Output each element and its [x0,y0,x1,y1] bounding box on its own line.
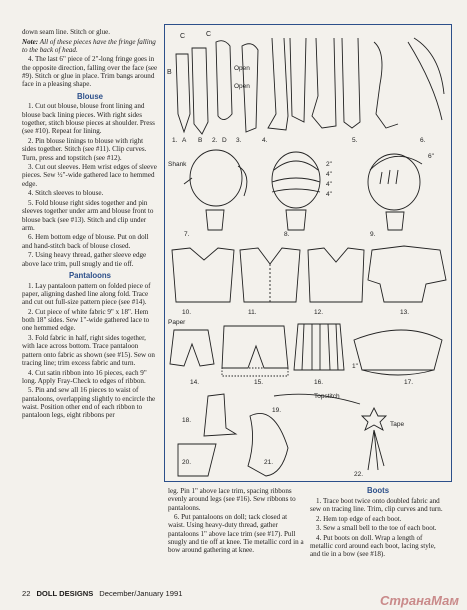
paragraph: 7. Using heavy thread, gather sleeve edge above lace trim, pull snugly and tie off. [22,251,147,268]
paragraph: 1. Trace boot twice onto doubled fabric and sew on tracing line. Trim, clip curves and turn. [310,496,443,514]
magazine-title: DOLL DESIGNS [36,589,94,598]
label-b: B [167,69,172,76]
figure-number-14: 14. [190,379,200,386]
paragraph: down seam line. Stitch or glue. [22,28,111,36]
paragraph: 4. Put boots on doll. Wrap a length of metallic cord around each boot, lacing style, and tie in a bow (see #18). [310,533,436,559]
label-paper: Paper [168,319,186,326]
label-4-inch-2: 4" [326,181,332,188]
paragraph: 4. Cut satin ribbon into 16 pieces, each 9" long. Apply Fray-Check to edges of ribbon. [22,368,147,385]
label-open-1: Open [234,65,250,72]
figure-number-20: 20. [182,459,192,466]
paragraph: 4. Stitch sleeves to blouse. [28,189,104,198]
label-open-2: Open [234,83,250,90]
figure-number-21: 21. [264,459,274,466]
page-footer [22,589,188,598]
section-heading-blouse: Blouse [77,91,103,101]
text-column-left [22,28,158,421]
label-4-inch-3: 4" [326,191,332,198]
figure-number-13: 13. [400,309,410,316]
instruction-illustrations [164,24,452,482]
figure-number-10: 10. [182,309,192,316]
figure-number-7: 7. [184,231,190,238]
text-column-right [310,487,446,560]
note-text: All of these pieces have the fringe falling to the back of head. [22,37,156,54]
figure-head-with-shank [168,150,247,238]
label-6-inch: 6" [428,153,434,160]
figure-number-12: 12. [314,309,324,316]
issue-date: December/January 1991 [99,589,183,598]
paragraph: 1. Cut out blouse, blouse front lining and blouse back lining pieces. With right sides together, stitch blouse pieces at shoulder. Press (see #10). Repeat for lining. [22,102,155,136]
section-heading-boots: Boots [366,486,390,495]
label-shank: Shank [168,161,187,168]
figure-number-4: 4. [262,137,268,144]
page-number: 22 [22,589,31,598]
paragraph: 6. Put pantaloons on doll; tack closed at waist. Using heavy-duty thread, gather pantaloons 1" above lace trim (see #17). Pull snugly and tie off at knee. Tie metallic cord in a bow around gathering at knee. [168,513,304,555]
paragraph: leg. Pin 1" above lace trim, spacing ribbons evenly around legs (see #16). Sew ribbons to pantaloons. [168,487,296,512]
figure-number-15: 15. [254,379,264,386]
figure-number-9: 9. [370,231,376,238]
note-paragraph [22,38,158,55]
label-d: D [222,137,227,144]
paragraph: 2. Cut piece of white fabric 9" x 18". Hem both 18" sides. Sew 1"-wide gathered lace to one hemmed edge. [22,307,150,333]
figure-head-bangs [368,153,435,238]
paragraph: 3. Cut out sleeves. Hem wrist edges of sleeve pieces. Sew ½"-wide gathered lace to hemmed edge. [22,163,157,188]
paragraph: 1. Lay pantaloon pattern on folded piece of paper, aligning dashed line along fold. Trace and cut out full-size pattern piece (see #14). [22,281,151,307]
paragraph: 6. Hem bottom edge of blouse. Put on doll and hand-stitch back of blouse closed. [22,233,149,250]
figure-wig-pieces [167,31,258,144]
watermark: СтранаМам [379,593,459,608]
label-b-2: B [198,137,203,144]
label-a: A [182,137,187,144]
label-topstitch: Topstitch [314,393,340,400]
label-2-inch: 2" [326,161,332,168]
figure-number-8: 8. [284,231,290,238]
paragraph: 3. Sew a small bell to the toe of each boot. [316,524,437,533]
figure-head-fringe-measure [272,152,333,238]
label-c: C [180,33,186,40]
figure-number-19: 19. [272,407,282,414]
label-4-inch: 4" [326,171,332,178]
paragraph: 3. Fold fabric in half, right sides together, with lace across bottom. Trace pantaloon pattern onto fabric as shown (see #15). Sew on tracing line; trim excess fabric and turn. [22,334,155,367]
label-tape: Tape [390,421,405,428]
note-label: Note: [22,37,39,46]
figure-legs [262,38,444,144]
paragraph: 2. Hem top edge of each boot. [316,514,402,523]
figure-number-16: 16. [314,379,324,386]
label-1-inch: 1" [352,363,358,370]
paragraph: 2. Pin blouse linings to blouse with right sides together. Stitch (see #11). Clip curves. Turn, press and topstitch (see #12). [22,136,147,162]
figure-number-1: 1. [172,137,178,144]
figure-number-6: 6. [420,137,426,144]
figure-blouse-pieces [172,246,446,316]
figure-number-3: 3. [236,137,242,144]
figure-number-18: 18. [182,417,192,424]
figure-number-17: 17. [404,379,414,386]
figure-boots-hat-wand [178,393,404,478]
paragraph: 4. The last 6" piece of 2"-long fringe goes in the opposite direction, falling over the face (see #9). Stitch or glue in place. Trim bangs around face in a pleasing shape. [22,55,158,89]
paragraph: 5. Fold blouse right sides together and pin sleeves together under arm and blouse front to blouse back (see #13). Stitch and clip under arm. [22,198,154,232]
figure-number-11: 11. [248,309,257,316]
figure-pantaloons [168,319,442,386]
section-heading-pantaloons: Pantaloons [68,270,112,280]
text-column-middle [168,487,304,556]
figure-number-5: 5. [352,137,358,144]
figure-number-2: 2. [212,137,218,144]
label-c-2: C [206,31,212,38]
paragraph: 5. Pin and sew all 16 pieces to waist of pantaloons, overlapping slightly to encircle the waist. Position other end of each ribbon to pantaloon legs, eight ribbons per [22,386,156,420]
figure-number-22: 22. [354,471,364,478]
